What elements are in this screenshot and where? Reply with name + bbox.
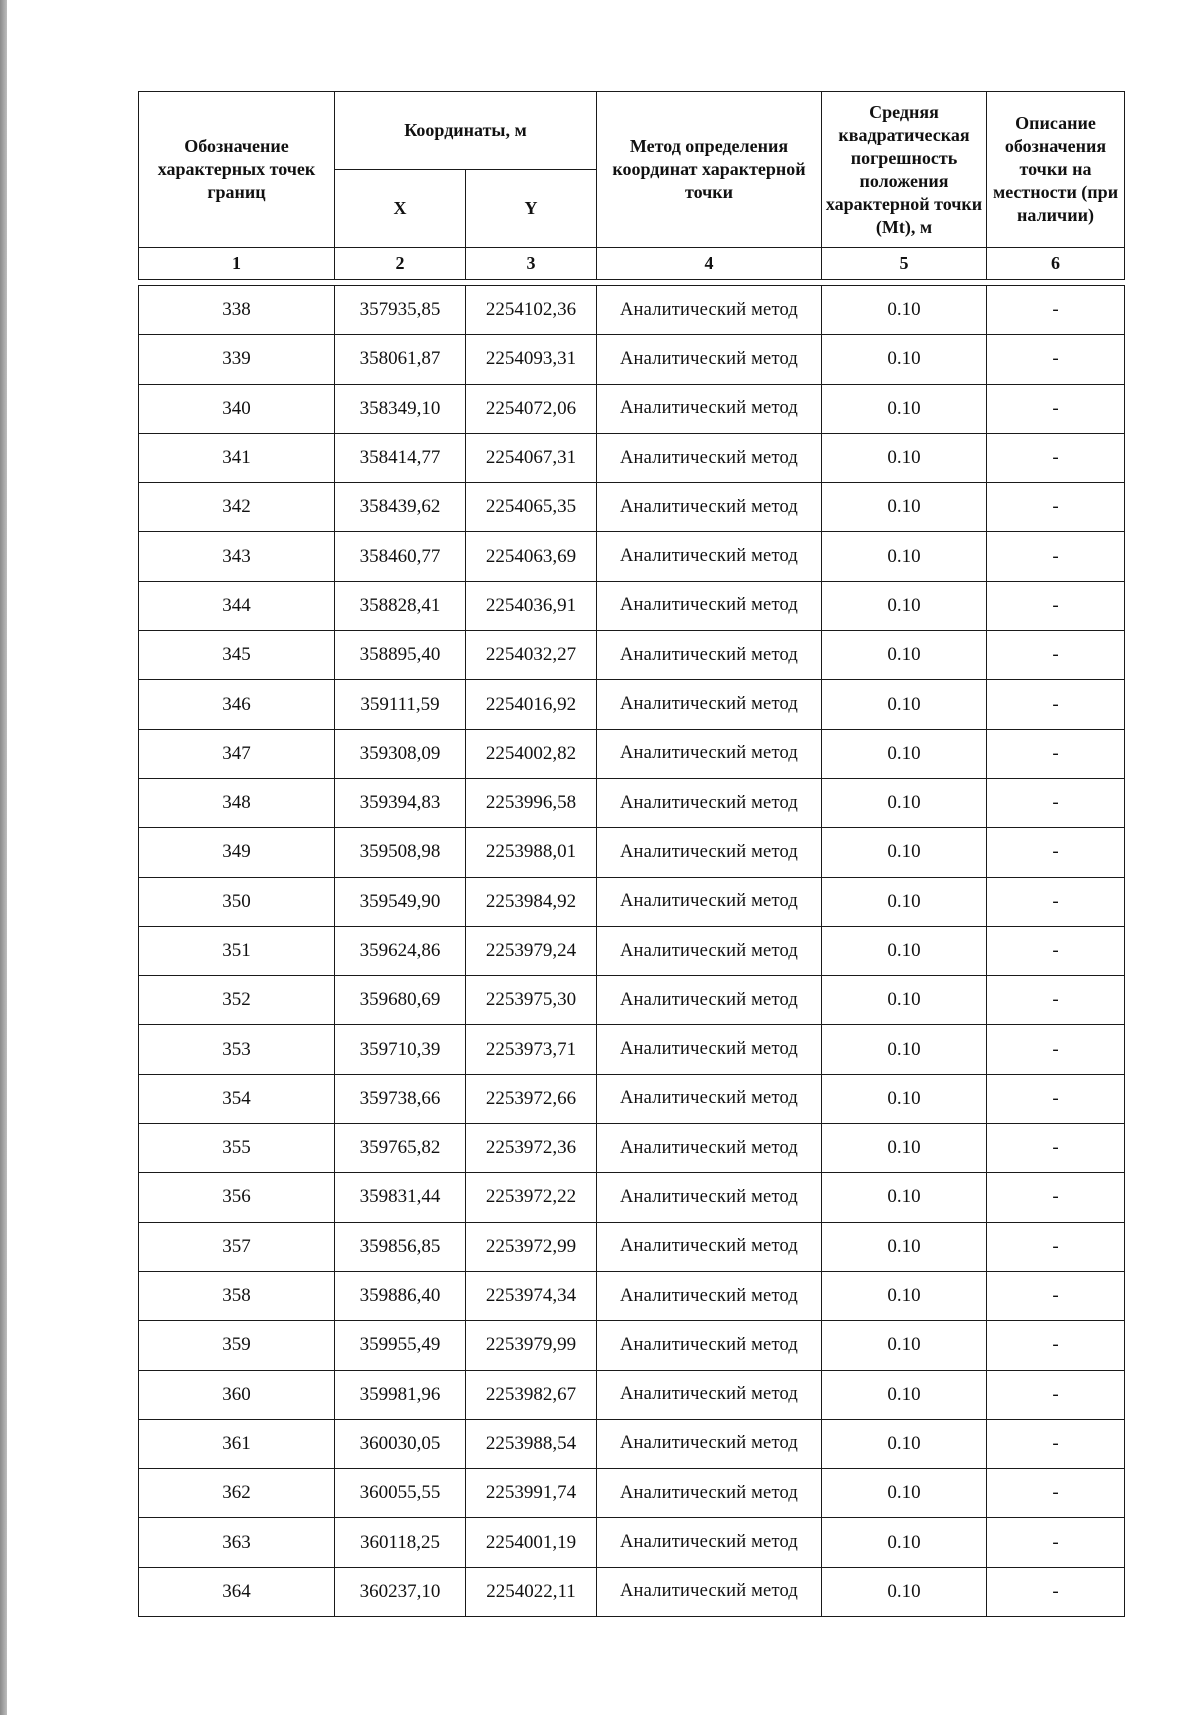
y-coordinate-cell: 2253988,54: [466, 1419, 597, 1468]
description-cell: -: [987, 631, 1125, 680]
y-coordinate-cell: 2254102,36: [466, 286, 597, 335]
x-coordinate-cell: 358061,87: [335, 335, 466, 384]
table-row: [139, 1321, 1125, 1370]
y-coordinate-cell: 2253974,34: [466, 1271, 597, 1320]
x-coordinate-cell: 359886,40: [335, 1271, 466, 1320]
y-coordinate-cell: 2254032,27: [466, 631, 597, 680]
x-coordinate-cell: 358439,62: [335, 483, 466, 532]
header-y: Y: [466, 170, 597, 248]
table-row: [139, 335, 1125, 384]
method-cell: Аналитический метод: [597, 926, 822, 975]
table-row: [139, 631, 1125, 680]
method-cell: Аналитический метод: [597, 1518, 822, 1567]
description-cell: -: [987, 1025, 1125, 1074]
error-cell: 0.10: [822, 1419, 987, 1468]
point-cell: 360: [139, 1370, 335, 1419]
table-row: [139, 1025, 1125, 1074]
x-coordinate-cell: 359856,85: [335, 1222, 466, 1271]
y-coordinate-cell: 2253972,22: [466, 1173, 597, 1222]
y-coordinate-cell: 2253996,58: [466, 778, 597, 827]
method-cell: Аналитический метод: [597, 778, 822, 827]
y-coordinate-cell: 2254001,19: [466, 1518, 597, 1567]
table-row: [139, 1567, 1125, 1616]
column-number: 3: [466, 248, 597, 280]
table-row: [139, 1124, 1125, 1173]
table-row: [139, 1370, 1125, 1419]
point-cell: 343: [139, 532, 335, 581]
header-coordinates: Координаты, м: [335, 92, 597, 170]
header-designation: Обозначение характерных точек границ: [139, 92, 335, 248]
column-number: 1: [139, 248, 335, 280]
method-cell: Аналитический метод: [597, 680, 822, 729]
point-cell: 348: [139, 778, 335, 827]
column-number: 5: [822, 248, 987, 280]
scan-edge: [0, 0, 7, 1715]
point-cell: 338: [139, 286, 335, 335]
method-cell: Аналитический метод: [597, 581, 822, 630]
description-cell: -: [987, 1321, 1125, 1370]
method-cell: Аналитический метод: [597, 729, 822, 778]
table-row: [139, 926, 1125, 975]
error-cell: 0.10: [822, 1124, 987, 1173]
x-coordinate-cell: 359394,83: [335, 778, 466, 827]
point-cell: 356: [139, 1173, 335, 1222]
x-coordinate-cell: 359955,49: [335, 1321, 466, 1370]
method-cell: Аналитический метод: [597, 433, 822, 482]
error-cell: 0.10: [822, 631, 987, 680]
error-cell: 0.10: [822, 1469, 987, 1518]
y-coordinate-cell: 2253991,74: [466, 1469, 597, 1518]
point-cell: 362: [139, 1469, 335, 1518]
point-cell: 358: [139, 1271, 335, 1320]
error-cell: 0.10: [822, 1222, 987, 1271]
method-cell: Аналитический метод: [597, 828, 822, 877]
method-cell: Аналитический метод: [597, 1469, 822, 1518]
x-coordinate-cell: 358460,77: [335, 532, 466, 581]
table-row: [139, 433, 1125, 482]
header-error: Средняя квадратическая погрешность положения характерной точки (Mt), м: [822, 92, 987, 248]
point-cell: 353: [139, 1025, 335, 1074]
x-coordinate-cell: 359549,90: [335, 877, 466, 926]
table-row: [139, 286, 1125, 335]
point-cell: 359: [139, 1321, 335, 1370]
table-row: [139, 1222, 1125, 1271]
point-cell: 346: [139, 680, 335, 729]
table-row: [139, 828, 1125, 877]
error-cell: 0.10: [822, 926, 987, 975]
error-cell: 0.10: [822, 729, 987, 778]
method-cell: Аналитический метод: [597, 1321, 822, 1370]
header-method: Метод определения координат характерной точки: [597, 92, 822, 248]
x-coordinate-cell: 360118,25: [335, 1518, 466, 1567]
y-coordinate-cell: 2253988,01: [466, 828, 597, 877]
table-row: [139, 581, 1125, 630]
table-body: [139, 286, 1125, 1617]
error-cell: 0.10: [822, 433, 987, 482]
header-description: Описание обозначения точки на местности (при наличии): [987, 92, 1125, 248]
method-cell: Аналитический метод: [597, 286, 822, 335]
error-cell: 0.10: [822, 1567, 987, 1616]
y-coordinate-cell: 2254093,31: [466, 335, 597, 384]
description-cell: -: [987, 1222, 1125, 1271]
y-coordinate-cell: 2253972,99: [466, 1222, 597, 1271]
x-coordinate-cell: 359981,96: [335, 1370, 466, 1419]
description-cell: -: [987, 1271, 1125, 1320]
y-coordinate-cell: 2254065,35: [466, 483, 597, 532]
error-cell: 0.10: [822, 877, 987, 926]
y-coordinate-cell: 2253972,36: [466, 1124, 597, 1173]
table-row: [139, 1419, 1125, 1468]
x-coordinate-cell: 357935,85: [335, 286, 466, 335]
error-cell: 0.10: [822, 1370, 987, 1419]
y-coordinate-cell: 2253979,24: [466, 926, 597, 975]
description-cell: -: [987, 384, 1125, 433]
point-cell: 363: [139, 1518, 335, 1567]
x-coordinate-cell: 360055,55: [335, 1469, 466, 1518]
method-cell: Аналитический метод: [597, 1271, 822, 1320]
error-cell: 0.10: [822, 286, 987, 335]
table-row: [139, 1271, 1125, 1320]
y-coordinate-cell: 2253984,92: [466, 877, 597, 926]
description-cell: -: [987, 1469, 1125, 1518]
x-coordinate-cell: 359308,09: [335, 729, 466, 778]
method-cell: Аналитический метод: [597, 1173, 822, 1222]
table-row: [139, 1074, 1125, 1123]
y-coordinate-cell: 2254067,31: [466, 433, 597, 482]
y-coordinate-cell: 2254002,82: [466, 729, 597, 778]
description-cell: -: [987, 1419, 1125, 1468]
point-cell: 342: [139, 483, 335, 532]
x-coordinate-cell: 358828,41: [335, 581, 466, 630]
error-cell: 0.10: [822, 828, 987, 877]
method-cell: Аналитический метод: [597, 335, 822, 384]
column-number: 4: [597, 248, 822, 280]
description-cell: -: [987, 1567, 1125, 1616]
x-coordinate-cell: 359680,69: [335, 976, 466, 1025]
table-row: [139, 1469, 1125, 1518]
description-cell: -: [987, 581, 1125, 630]
error-cell: 0.10: [822, 1074, 987, 1123]
method-cell: Аналитический метод: [597, 384, 822, 433]
method-cell: Аналитический метод: [597, 483, 822, 532]
error-cell: 0.10: [822, 1518, 987, 1567]
x-coordinate-cell: 359624,86: [335, 926, 466, 975]
x-coordinate-cell: 358414,77: [335, 433, 466, 482]
method-cell: Аналитический метод: [597, 1567, 822, 1616]
y-coordinate-cell: 2254036,91: [466, 581, 597, 630]
x-coordinate-cell: 360237,10: [335, 1567, 466, 1616]
y-coordinate-cell: 2253979,99: [466, 1321, 597, 1370]
method-cell: Аналитический метод: [597, 1222, 822, 1271]
y-coordinate-cell: 2254063,69: [466, 532, 597, 581]
description-cell: -: [987, 532, 1125, 581]
error-cell: 0.10: [822, 680, 987, 729]
method-cell: Аналитический метод: [597, 976, 822, 1025]
error-cell: 0.10: [822, 778, 987, 827]
x-coordinate-cell: 358895,40: [335, 631, 466, 680]
y-coordinate-cell: 2254016,92: [466, 680, 597, 729]
table-row: [139, 384, 1125, 433]
point-cell: 341: [139, 433, 335, 482]
error-cell: 0.10: [822, 335, 987, 384]
column-number: 6: [987, 248, 1125, 280]
coordinates-table: [138, 91, 1125, 1617]
x-coordinate-cell: 359831,44: [335, 1173, 466, 1222]
point-cell: 352: [139, 976, 335, 1025]
method-cell: Аналитический метод: [597, 1370, 822, 1419]
point-cell: 355: [139, 1124, 335, 1173]
description-cell: -: [987, 729, 1125, 778]
table-row: [139, 532, 1125, 581]
point-cell: 354: [139, 1074, 335, 1123]
method-cell: Аналитический метод: [597, 631, 822, 680]
point-cell: 340: [139, 384, 335, 433]
table-row: [139, 1173, 1125, 1222]
x-coordinate-cell: 359508,98: [335, 828, 466, 877]
x-coordinate-cell: 359710,39: [335, 1025, 466, 1074]
error-cell: 0.10: [822, 1271, 987, 1320]
table-row: [139, 483, 1125, 532]
description-cell: -: [987, 877, 1125, 926]
point-cell: 351: [139, 926, 335, 975]
point-cell: 349: [139, 828, 335, 877]
description-cell: -: [987, 483, 1125, 532]
method-cell: Аналитический метод: [597, 877, 822, 926]
error-cell: 0.10: [822, 1025, 987, 1074]
method-cell: Аналитический метод: [597, 1419, 822, 1468]
y-coordinate-cell: 2254022,11: [466, 1567, 597, 1616]
description-cell: -: [987, 1173, 1125, 1222]
error-cell: 0.10: [822, 1321, 987, 1370]
error-cell: 0.10: [822, 483, 987, 532]
y-coordinate-cell: 2253975,30: [466, 976, 597, 1025]
description-cell: -: [987, 680, 1125, 729]
description-cell: -: [987, 1518, 1125, 1567]
description-cell: -: [987, 1074, 1125, 1123]
description-cell: -: [987, 433, 1125, 482]
point-cell: 345: [139, 631, 335, 680]
description-cell: -: [987, 286, 1125, 335]
description-cell: -: [987, 976, 1125, 1025]
table-row: [139, 680, 1125, 729]
point-cell: 344: [139, 581, 335, 630]
error-cell: 0.10: [822, 581, 987, 630]
method-cell: Аналитический метод: [597, 1074, 822, 1123]
table-row: [139, 976, 1125, 1025]
y-coordinate-cell: 2253973,71: [466, 1025, 597, 1074]
point-cell: 347: [139, 729, 335, 778]
x-coordinate-cell: 360030,05: [335, 1419, 466, 1468]
error-cell: 0.10: [822, 1173, 987, 1222]
table-row: [139, 877, 1125, 926]
description-cell: -: [987, 828, 1125, 877]
description-cell: -: [987, 1124, 1125, 1173]
y-coordinate-cell: 2253982,67: [466, 1370, 597, 1419]
method-cell: Аналитический метод: [597, 1025, 822, 1074]
y-coordinate-cell: 2253972,66: [466, 1074, 597, 1123]
error-cell: 0.10: [822, 976, 987, 1025]
x-coordinate-cell: 358349,10: [335, 384, 466, 433]
table-row: [139, 1518, 1125, 1567]
point-cell: 361: [139, 1419, 335, 1468]
description-cell: -: [987, 1370, 1125, 1419]
point-cell: 357: [139, 1222, 335, 1271]
x-coordinate-cell: 359111,59: [335, 680, 466, 729]
header-x: X: [335, 170, 466, 248]
description-cell: -: [987, 926, 1125, 975]
table-row: [139, 729, 1125, 778]
error-cell: 0.10: [822, 532, 987, 581]
method-cell: Аналитический метод: [597, 1124, 822, 1173]
error-cell: 0.10: [822, 384, 987, 433]
x-coordinate-cell: 359738,66: [335, 1074, 466, 1123]
point-cell: 339: [139, 335, 335, 384]
description-cell: -: [987, 778, 1125, 827]
y-coordinate-cell: 2254072,06: [466, 384, 597, 433]
table-row: [139, 778, 1125, 827]
x-coordinate-cell: 359765,82: [335, 1124, 466, 1173]
point-cell: 364: [139, 1567, 335, 1616]
method-cell: Аналитический метод: [597, 532, 822, 581]
description-cell: -: [987, 335, 1125, 384]
column-number: 2: [335, 248, 466, 280]
point-cell: 350: [139, 877, 335, 926]
